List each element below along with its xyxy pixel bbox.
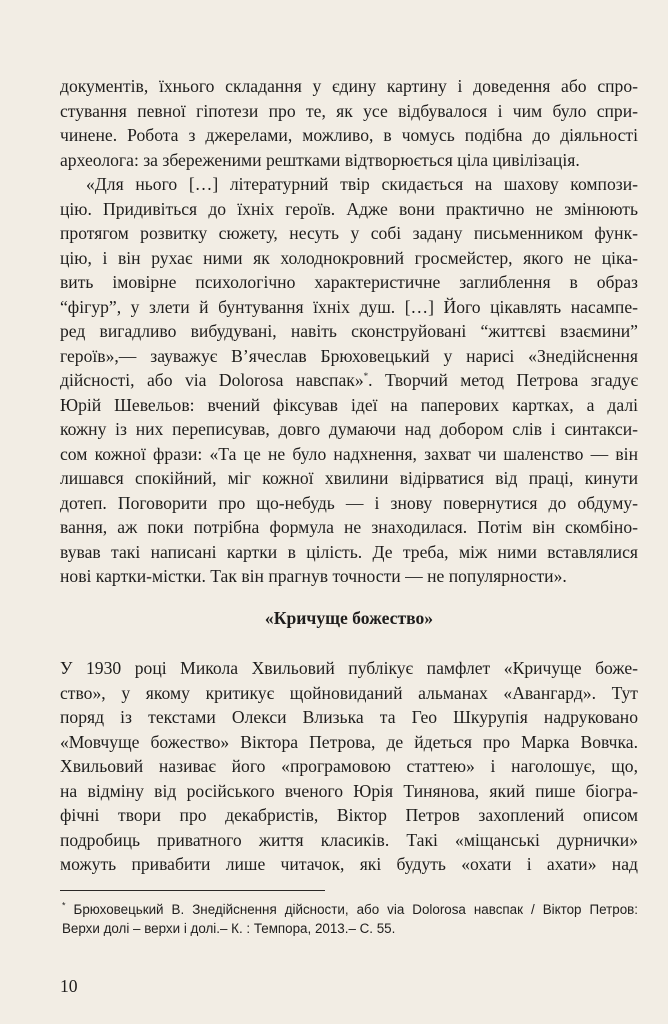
body-line: ство», у якому критикує щойновиданий альманах «Авангард». Тут <box>60 682 638 703</box>
page-number: 10 <box>60 976 78 996</box>
body-line: подробиць приватного життя класиків. Такі «міщанські дурнички» <box>60 829 638 850</box>
body-line: цію. Придивіться до їхніх героїв. Адже вони практично не змінюють <box>60 198 638 219</box>
body-line: можуть привабити лише читачок, які будуть «охати і ахати» над <box>60 854 638 874</box>
body-line: кожну із них переписував, довго думаючи над добором слів і синтакси- <box>60 419 638 439</box>
body-line: чинене. Робота з джерелами, можливо, в чомусь подібна до діяльності <box>60 125 638 145</box>
body-line: на відміну від російського вченого Юрія Тинянова, який пише біогра- <box>60 780 638 801</box>
body-line: Хвильовий називає його «програмовою статтею» і наголошує, що, <box>60 756 638 776</box>
body-line: фічні твори про декабристів, Віктор Петров захоплений описом <box>60 805 638 825</box>
body-line: археолога: за збереженими рештками відтворюється ціла цивілізація. <box>60 149 580 170</box>
body-line: Юрій Шевельов: вчений фіксував ідеї на паперових картках, а далі <box>60 394 638 415</box>
body-line: цію, і він рухає ними як холоднокровний гросмейстер, якого не ціка- <box>60 247 638 268</box>
section-heading: «Кричуще божество» <box>264 608 434 628</box>
body-line: стування певної гіпотези про те, як усе відбувалося і чим було спри- <box>60 100 638 121</box>
body-line: “фігур”, у злети й бунтування їхніх душ. […] Його цікавлять насампе- <box>60 296 638 317</box>
body-line: вання, аж поки потрібна формула не знаходилася. Потім він скомбіно- <box>60 517 638 537</box>
body-line: сом кожної фрази: «Та це не було надхнення, захват чи шаленство — він <box>60 443 638 464</box>
footnote-divider <box>60 890 325 891</box>
body-line: ред вигадливо вибудувані, навіть сконструйовані “життєві взаємини” <box>60 321 638 341</box>
body-line: У 1930 році Микола Хвильовий публікує памфлет «Кричуще боже- <box>60 658 638 678</box>
body-line: документів, їхнього складання у єдину картину і доведення або спро- <box>60 76 638 96</box>
body-line: поряд із текстами Олекси Влизька та Гео Шкурупія надруковано <box>60 707 638 727</box>
body-line: дотеп. Поговорити про що-небудь — і знову повернутися до обдуму- <box>60 492 638 513</box>
footnote-text: Брюховецький В. Знедійснення дійсности, або via Dolorosa навспак / Віктор Петров: <box>73 902 638 917</box>
body-line: лишався спокійний, міг кожної хвилини відірватися від праці, кинути <box>60 468 638 488</box>
body-line: нові картки-містки. Так він прагнув точности — не популярности». <box>60 566 567 586</box>
body-line: вував такі написані картки в цілість. Де треба, між ними вставлялися <box>60 541 638 562</box>
quote-start-line: «Для нього […] літературний твір скидається на шахову компози- <box>86 174 638 194</box>
body-line: вить імовірне психологічно характеристичне заглиблення в образ <box>60 272 638 292</box>
footnote-line <box>62 900 638 919</box>
body-text: . Творчий метод Петрова згадує <box>368 370 638 390</box>
body-line: героїв»,— зауважує В’ячеслав Брюховецький у нарисі «Знедійснення <box>60 345 638 366</box>
body-line: протягом розвитку сюжету, несуть у собі задану письменником функ- <box>60 223 638 243</box>
footnote-marker: * <box>62 900 66 911</box>
body-line: «Мовчуще божество» Віктора Петрова, де йдеться про Марка Вовчка. <box>60 731 638 752</box>
body-text: дійсності, або via Dolorosa навспак» <box>60 370 364 390</box>
footnote-line: Верхи долі – верхи і долі.– К. : Темпора, 2013.– С. 55. <box>62 921 396 936</box>
footnote-reference: * <box>363 371 369 382</box>
body-line-with-footnote <box>60 368 638 393</box>
